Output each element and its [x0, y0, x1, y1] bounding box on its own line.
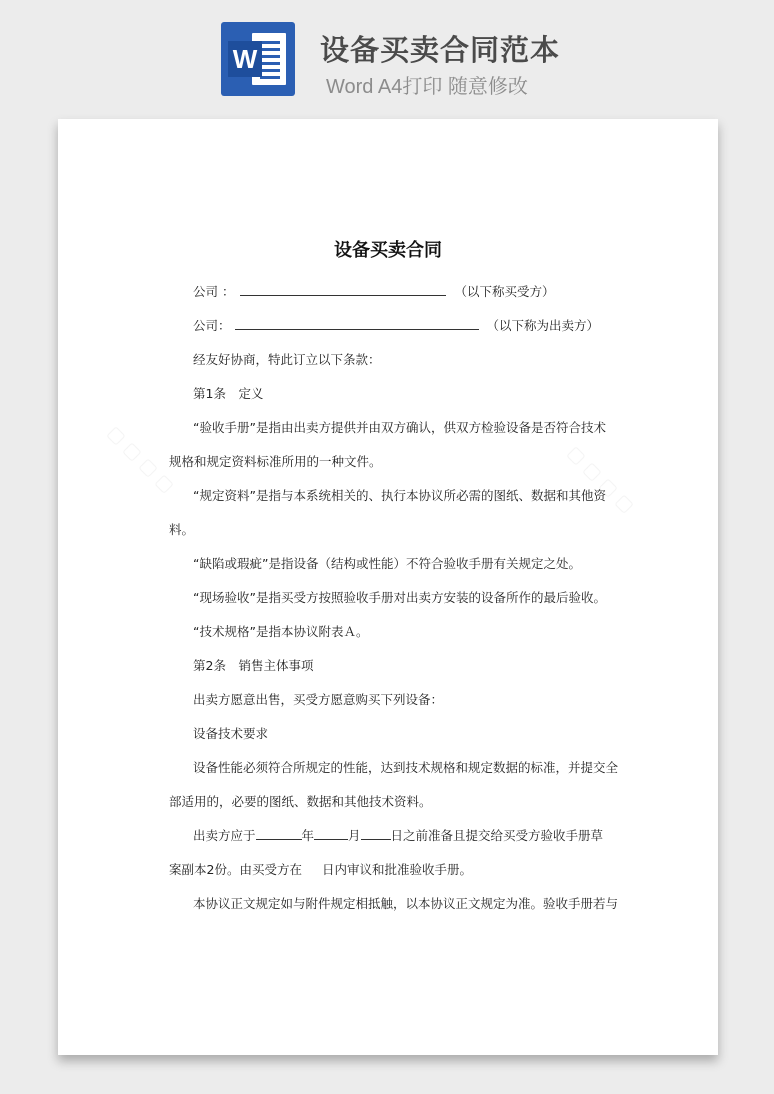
paragraph-manual-line-1: “验收手册”是指由出卖方提供并由双方确认，供双方检验设备是否符合技术: [193, 420, 606, 435]
watermark: ▢ ▢ ▢ ▢: [563, 441, 639, 518]
paragraph-performance-line-1: 设备性能必须符合所规定的性能，达到技术规格和规定数据的标准，并提交全: [193, 760, 619, 775]
deadline-suffix: 日之前准备且提交给买受方验收手册草: [390, 828, 604, 843]
paragraph-spec: “技术规格”是指本协议附表Ａ。: [193, 624, 369, 639]
paragraph-docs-line-2: 料。: [169, 522, 195, 537]
review-suffix: 日内审议和批准验收手册。: [321, 862, 472, 877]
watermark: ▢ ▢ ▢ ▢: [103, 421, 179, 498]
year-label: 年: [301, 828, 315, 843]
paragraph-docs-line-1: “规定资料”是指与本系统相关的、执行本协议所必需的图纸、数据和其他资: [193, 488, 606, 503]
article-1-heading: 第1条 定义: [193, 386, 264, 401]
month-label: 月: [348, 828, 361, 843]
equipment-requirements-heading: 设备技术要求: [193, 726, 269, 741]
paragraph-sale: 出卖方愿意出售，买受方愿意购买下列设备：: [193, 692, 444, 707]
seller-line-suffix: （以下称为出卖方）: [486, 318, 599, 333]
deadline-prefix: 出卖方应于: [193, 828, 256, 843]
paragraph-onsite: “现场验收”是指买受方按照验收手册对出卖方安装的设备所作的最后验收。: [193, 590, 606, 605]
banner-subtitle: Word A4打印 随意修改: [326, 76, 528, 98]
seller-name-blank[interactable]: [235, 317, 479, 330]
word-icon: [221, 22, 295, 96]
buyer-line-prefix: 公司 ：: [193, 284, 235, 299]
buyer-line-suffix: （以下称买受方）: [454, 284, 555, 299]
document-page: [58, 119, 718, 1055]
word-letter: W: [228, 41, 262, 77]
review-prefix: 案副本2份。由买受方在: [169, 862, 302, 877]
seller-line-prefix: 公司：: [193, 318, 231, 333]
buyer-name-blank[interactable]: [240, 283, 446, 296]
document-title: 设备买卖合同: [334, 240, 442, 261]
paragraph-manual-line-2: 规格和规定资料标准所用的一种文件。: [169, 454, 382, 469]
banner-title: 设备买卖合同范本: [320, 33, 561, 67]
article-2-heading: 第2条 销售主体事项: [193, 658, 314, 673]
paragraph-deadline-line-2: [169, 861, 472, 879]
paragraph-deadline-line-1: [193, 827, 603, 845]
month-blank[interactable]: [314, 827, 348, 840]
paragraph-intro: 经友好协商，特此订立以下条款：: [193, 352, 381, 367]
seller-line: [193, 317, 599, 335]
paragraph-performance-line-2: 部适用的，必要的图纸、数据和其他技术资料。: [169, 794, 432, 809]
buyer-line: [193, 283, 554, 301]
template-banner: [0, 0, 774, 118]
day-blank[interactable]: [361, 827, 391, 840]
paragraph-conflict: 本协议正文规定如与附件规定相抵触，以本协议正文规定为准。验收手册若与: [193, 896, 619, 911]
paragraph-defect: “缺陷或瑕疵”是指设备（结构或性能）不符合验收手册有关规定之处。: [193, 556, 581, 571]
year-blank[interactable]: [256, 827, 302, 840]
